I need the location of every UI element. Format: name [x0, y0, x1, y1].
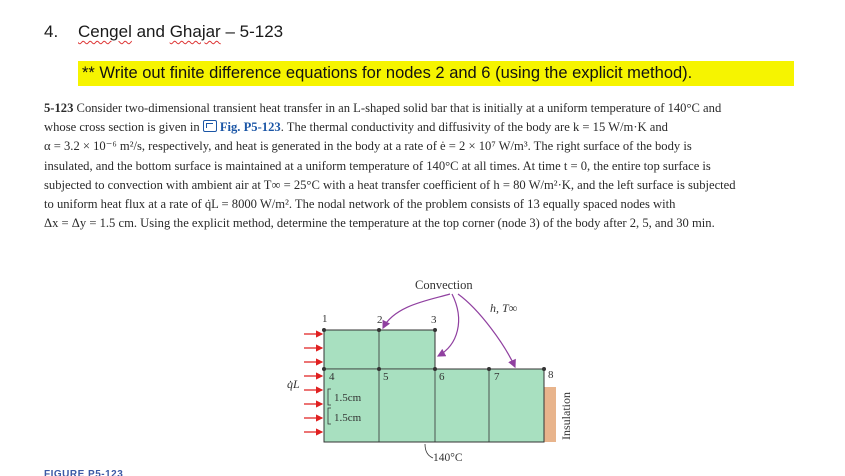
node-5-label: 5 [383, 371, 389, 383]
insulation-label: Insulation [559, 392, 573, 440]
node-4-dot [322, 367, 326, 371]
node-3-label: 3 [431, 314, 437, 326]
node-6-label: 6 [439, 371, 445, 383]
problem-text-1: Consider two-dimensional transient heat transfer in an L-shaped solid bar that is initially at a uniform temperature of 140°C and [76, 101, 722, 115]
problem-text-2a: whose cross section is given in [44, 120, 200, 135]
body-top-section [324, 330, 435, 369]
heat-flux-label: q̇L [287, 377, 300, 391]
problem-line-5: subjected to convection with ambient air at T∞ = 25°C with a heat transfer coefficient of h = 80 W/m²·K, and the left surface is subjected [44, 177, 736, 192]
insulation-strip [544, 387, 556, 442]
node-8-label: 8 [548, 369, 554, 381]
body-bottom-section [324, 369, 544, 442]
instruction-highlight: ** Write out finite difference equations for nodes 2 and 6 (using the explicit method). [78, 61, 794, 86]
node-2-dot [377, 328, 381, 332]
node-2-label: 2 [377, 314, 383, 326]
node-7-dot [487, 367, 491, 371]
figure-caption-text: FIGURE P5-123 [44, 469, 124, 476]
author-ghajar: Ghajar [169, 22, 221, 41]
convection-arrow-node2 [383, 294, 450, 328]
figure-caption-cut [44, 466, 134, 476]
node-1-dot [322, 328, 326, 332]
heading-and: and [131, 22, 170, 41]
problem-line-4: insulated, and the bottom surface is maintained at a uniform temperature of 140°C at all times. At time t = 0, the entire top surface is [44, 158, 711, 173]
h-tinf-label: h, T∞ [490, 301, 518, 315]
bottom-temp-leader [425, 444, 433, 458]
heat-flux-arrows [304, 334, 322, 432]
bottom-temperature-label: 140°C [433, 452, 463, 464]
figure-link-text: Fig. P5-123 [219, 120, 281, 135]
heading-number: 4. [44, 22, 59, 41]
problem-text-2b: . The thermal conductivity and diffusivity of the body are k = 15 W/m·K and [280, 120, 668, 135]
node-1-label: 1 [322, 313, 328, 325]
convection-label: Convection [415, 278, 473, 292]
problem-line-6: to uniform heat flux at a rate of q̇L = 8000 W/m². The nodal network of the problem consists of 13 equally spaced nodes with [44, 197, 676, 212]
convection-arrow-corner [438, 294, 459, 356]
node-3-dot [433, 328, 437, 332]
node-4-label: 4 [329, 371, 335, 383]
node-5-dot [377, 367, 381, 371]
node-6-dot [433, 367, 437, 371]
node-8-dot [542, 367, 546, 371]
dimension-label-2: 1.5cm [334, 412, 362, 424]
problem-line-3: α = 3.2 × 10⁻⁶ m²/s, respectively, and heat is generated in the body at a rate of ė = 2 × 10⁷ W/m³. The right surface of the body is [44, 139, 692, 154]
heading-problem-number: – 5-123 [220, 22, 284, 41]
node-7-label: 7 [494, 371, 500, 383]
author-cengel: Cengel [78, 22, 132, 41]
dimension-label-1: 1.5cm [334, 392, 362, 404]
problem-number: 5-123 [44, 101, 74, 115]
problem-line-7: Δx = Δy = 1.5 cm. Using the explicit method, determine the temperature at the top corner (node 3) of the body after 2, 5, and 30 min. [44, 216, 715, 231]
l-shaped-body [324, 330, 544, 442]
